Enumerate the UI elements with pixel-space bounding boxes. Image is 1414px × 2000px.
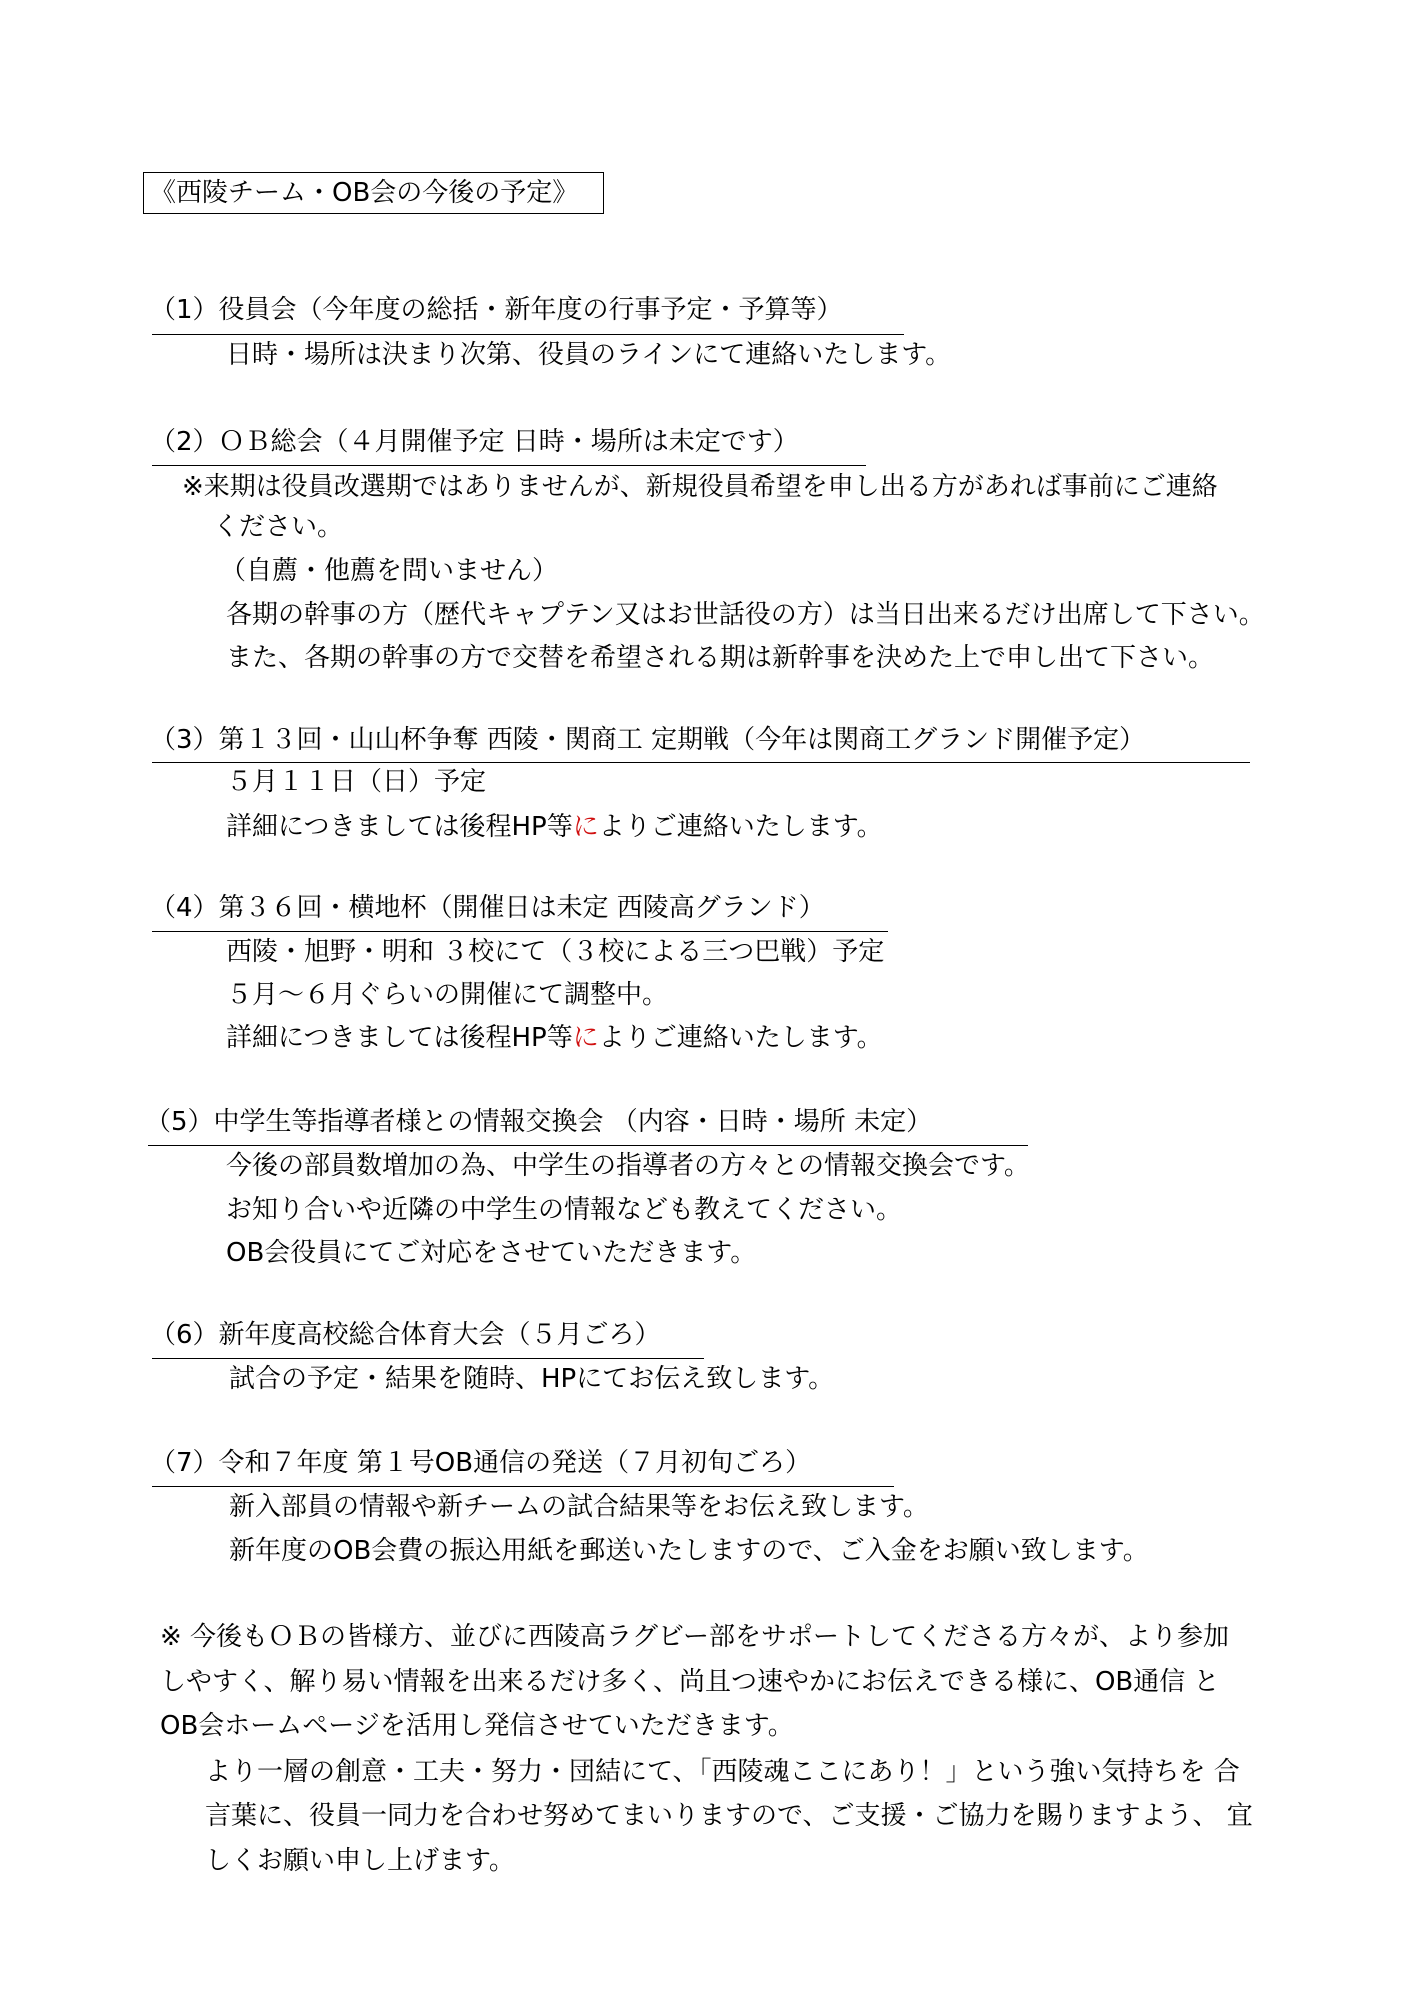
closing-line-6: しくお願い申し上げます。 bbox=[205, 1846, 515, 1876]
section-2-line-2: ください。 bbox=[213, 512, 344, 542]
section-7-heading: （7）令和７年度 第１号OB通信の発送（７月初旬ごろ） bbox=[150, 1448, 812, 1478]
section-5-line-3: OB会役員にてご対応をさせていただきます。 bbox=[226, 1238, 757, 1268]
section-5-line-1: 今後の部員数増加の為、中学生の指導者の方々との情報交換会です。 bbox=[226, 1151, 1030, 1181]
section-3-detail-highlight: に bbox=[572, 812, 599, 842]
section-3-detail-before: 詳細につきましては後程HP等 bbox=[226, 812, 573, 842]
section-4-detail-highlight: に bbox=[572, 1023, 599, 1053]
closing-line-5: 言葉に、役員一同力を合わせ努めてまいりますので、ご支援・ご協力を賜りますよう、 宜 bbox=[205, 1801, 1253, 1831]
section-2-line-5: また、各期の幹事の方で交替を希望される期は新幹事を決めた上で申し出て下さい。 bbox=[226, 643, 1215, 673]
section-2-underline bbox=[152, 465, 866, 466]
section-3-detail bbox=[226, 807, 883, 847]
section-3-detail-after: よりご連絡いたします。 bbox=[598, 812, 883, 842]
section-5-line-2: お知り合いや近隣の中学生の情報なども教えてください。 bbox=[226, 1195, 903, 1225]
document-title: 《西陵チーム・OB会の今後の予定》 bbox=[150, 178, 579, 208]
closing-line-2: しやすく、解り易い情報を出来るだけ多く、尚且つ速やかにお伝えできる様に、OB通信 と bbox=[160, 1667, 1220, 1697]
section-4-line-2: ５月〜６月ぐらいの開催にて調整中。 bbox=[226, 980, 669, 1010]
section-3-line-1: ５月１１日（日）予定 bbox=[226, 767, 487, 797]
section-2-heading: （2）ＯＢ総会（４月開催予定 日時・場所は未定です） bbox=[150, 427, 799, 457]
section-5-heading: （5）中学生等指導者様との情報交換会 （内容・日時・場所 未定） bbox=[145, 1107, 933, 1137]
section-4-detail bbox=[226, 1018, 883, 1058]
section-2-line-4: 各期の幹事の方（歴代キャプテン又はお世話役の方）は当日出来るだけ出席して下さい。 bbox=[226, 600, 1265, 630]
section-4-line-1: 西陵・旭野・明和 ３校にて（３校による三つ巴戦）予定 bbox=[226, 937, 885, 967]
section-7-line-2: 新年度のOB会費の振込用紙を郵送いたしますので、ご入金をお願い致します。 bbox=[229, 1536, 1149, 1566]
closing-line-3: OB会ホームページを活用し発信させていただきます。 bbox=[160, 1711, 794, 1741]
section-7-line-1: 新入部員の情報や新チームの試合結果等をお伝え致します。 bbox=[229, 1492, 929, 1522]
section-1-line-1: 日時・場所は決まり次第、役員のラインにて連絡いたします。 bbox=[226, 340, 952, 370]
closing-line-4: より一層の創意・工夫・努力・団結にて、「西陵魂ここにあり！」という強い気持ちを 合 bbox=[205, 1757, 1240, 1787]
section-3-heading: （3）第１３回・山山杯争奪 西陵・関商工 定期戦（今年は関商工グランド開催予定） bbox=[150, 725, 1146, 755]
section-4-detail-before: 詳細につきましては後程HP等 bbox=[226, 1023, 573, 1053]
section-4-detail-after: よりご連絡いたします。 bbox=[598, 1023, 883, 1053]
section-6-line-1: 試合の予定・結果を随時、HPにてお伝え致します。 bbox=[229, 1364, 835, 1394]
closing-line-1: ※ 今後もＯＢの皆様方、並びに西陵高ラグビー部をサポートしてくださる方々が、より参加 bbox=[160, 1622, 1230, 1652]
section-6-heading: （6）新年度高校総合体育大会（５月ごろ） bbox=[150, 1320, 661, 1350]
section-2-line-3: （自薦・他薦を問いません） bbox=[220, 556, 559, 586]
section-1-heading: （1）役員会（今年度の総括・新年度の行事予定・予算等） bbox=[150, 295, 843, 325]
section-4-heading: （4）第３６回・横地杯（開催日は未定 西陵高グランド） bbox=[150, 893, 825, 923]
section-2-line-1: ※来期は役員改選期ではありませんが、新規役員希望を申し出る方があれば事前にご連絡 bbox=[182, 472, 1218, 502]
